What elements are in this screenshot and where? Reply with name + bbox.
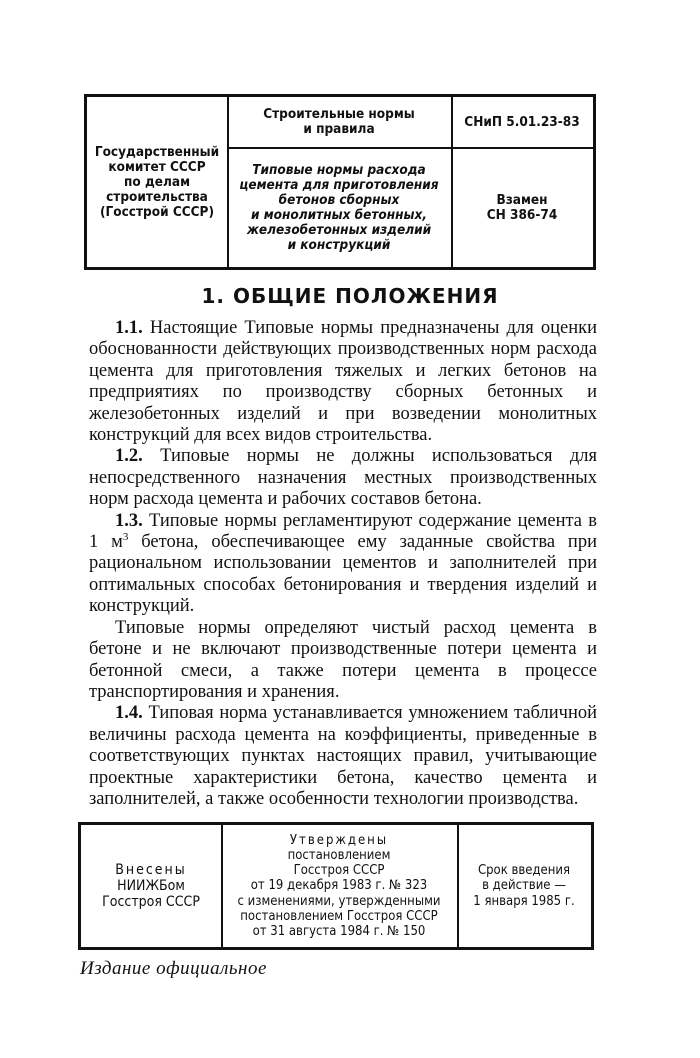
- introduced-line: Внесены: [115, 862, 187, 878]
- header-table: [84, 94, 596, 270]
- replaces-cell: [451, 149, 593, 267]
- paragraph-number: 1.3.: [115, 510, 143, 531]
- edition-note: Издание официальное: [80, 958, 267, 979]
- footer-table: [78, 822, 594, 950]
- doc-title-line: бетонов сборных: [278, 192, 400, 208]
- doc-title-line: и конструкций: [287, 237, 391, 253]
- agency-line: (Госстрой СССР): [99, 203, 215, 220]
- paragraph: [89, 446, 597, 510]
- approved-line: от 19 декабря 1983 г. № 323: [250, 878, 428, 894]
- agency-cell: [87, 97, 229, 267]
- agency-line: строительства: [106, 188, 208, 205]
- paragraph: [89, 318, 597, 446]
- agency-line: Государственный: [94, 143, 220, 160]
- approved-line: постановлением Госстроя СССР: [240, 908, 438, 924]
- paragraph-text: Типовая норма устанавливается умножением табличной величины расхода цемента на коэффициенты, приведенные в соответствующих пунктах настоящих правил, учитывающие проектные характеристики бетона, качество цемента и заполнителей, а также особенности технологии производства.: [89, 703, 597, 809]
- replaces-line: Взамен: [496, 192, 548, 208]
- doc-code-cell: [451, 97, 593, 147]
- paragraph: [89, 703, 597, 810]
- header-divider: [227, 147, 593, 149]
- effective-date-cell: [457, 825, 591, 947]
- section-title: 1. ОБЩИЕ ПОЛОЖЕНИЯ: [201, 284, 499, 308]
- introduced-line: НИИЖБом: [117, 878, 185, 894]
- effective-line: Срок введения: [477, 863, 571, 879]
- effective-line: в действие —: [482, 878, 566, 894]
- replaces-line: СН 386-74: [486, 207, 558, 223]
- doc-type-line: Строительные нормы: [263, 106, 415, 122]
- approved-line: с изменениями, утвержденными: [237, 893, 441, 909]
- agency-line: по делам: [123, 173, 191, 190]
- doc-title-line: железобетонных изделий: [246, 222, 432, 238]
- paragraph-text: Настоящие Типовые нормы предназначены для оценки обоснованности действующих производственных норм расхода цемента для приготовления тяжелых и легких бетонов на предприятиях по производству сборных бетонных и железобетонных изделий и при возведении монолитных конструкций для всех видов строительства.: [89, 318, 597, 446]
- paragraph-text: Типовые нормы регламентируют содержание цемента в 1 м: [89, 510, 597, 553]
- superscript: 3: [122, 530, 129, 543]
- body-text: [89, 318, 597, 810]
- doc-code: СНиП 5.01.23-83: [464, 113, 580, 130]
- approved-line: Госстроя СССР: [293, 863, 385, 879]
- approved-line: постановлением: [287, 847, 391, 863]
- approved-cell: [221, 825, 459, 947]
- approved-line: Утверждены: [289, 832, 389, 848]
- paragraph-text: бетона, обеспечивающее ему заданные свойства при рациональном использовании цементов и заполнителей при оптимальных способах бетонирования и твердения изделий и конструкций.: [89, 532, 597, 617]
- paragraph: [89, 511, 597, 618]
- introduced-line: Госстроя СССР: [102, 894, 200, 910]
- paragraph-number: 1.4.: [115, 703, 143, 724]
- effective-line: 1 января 1985 г.: [473, 893, 575, 909]
- approved-line: от 31 августа 1984 г. № 150: [252, 924, 426, 939]
- paragraph: [89, 618, 597, 704]
- doc-title-cell: [227, 149, 451, 267]
- doc-title-line: и монолитных бетонных,: [251, 207, 427, 223]
- paragraph-number: 1.1.: [115, 318, 143, 338]
- doc-type-line: и правила: [303, 121, 375, 137]
- doc-title-line: Типовые нормы расхода: [252, 162, 426, 178]
- doc-title-line: цемента для приготовления: [239, 177, 439, 193]
- paragraph-text: Типовые нормы не должны использоваться для непосредственного назначения местных производственных норм расхода цемента и рабочих составов бетона.: [89, 446, 597, 510]
- doc-type-cell: [227, 97, 451, 147]
- introduced-cell: [81, 825, 223, 947]
- paragraph-number: 1.2.: [115, 446, 143, 467]
- agency-line: комитет СССР: [108, 158, 206, 175]
- paragraph-text: Типовые нормы определяют чистый расход цемента в бетоне и не включают производственные потери цемента и бетонной смеси, а также потери цемента в процессе транспортирования и хранения.: [89, 617, 597, 702]
